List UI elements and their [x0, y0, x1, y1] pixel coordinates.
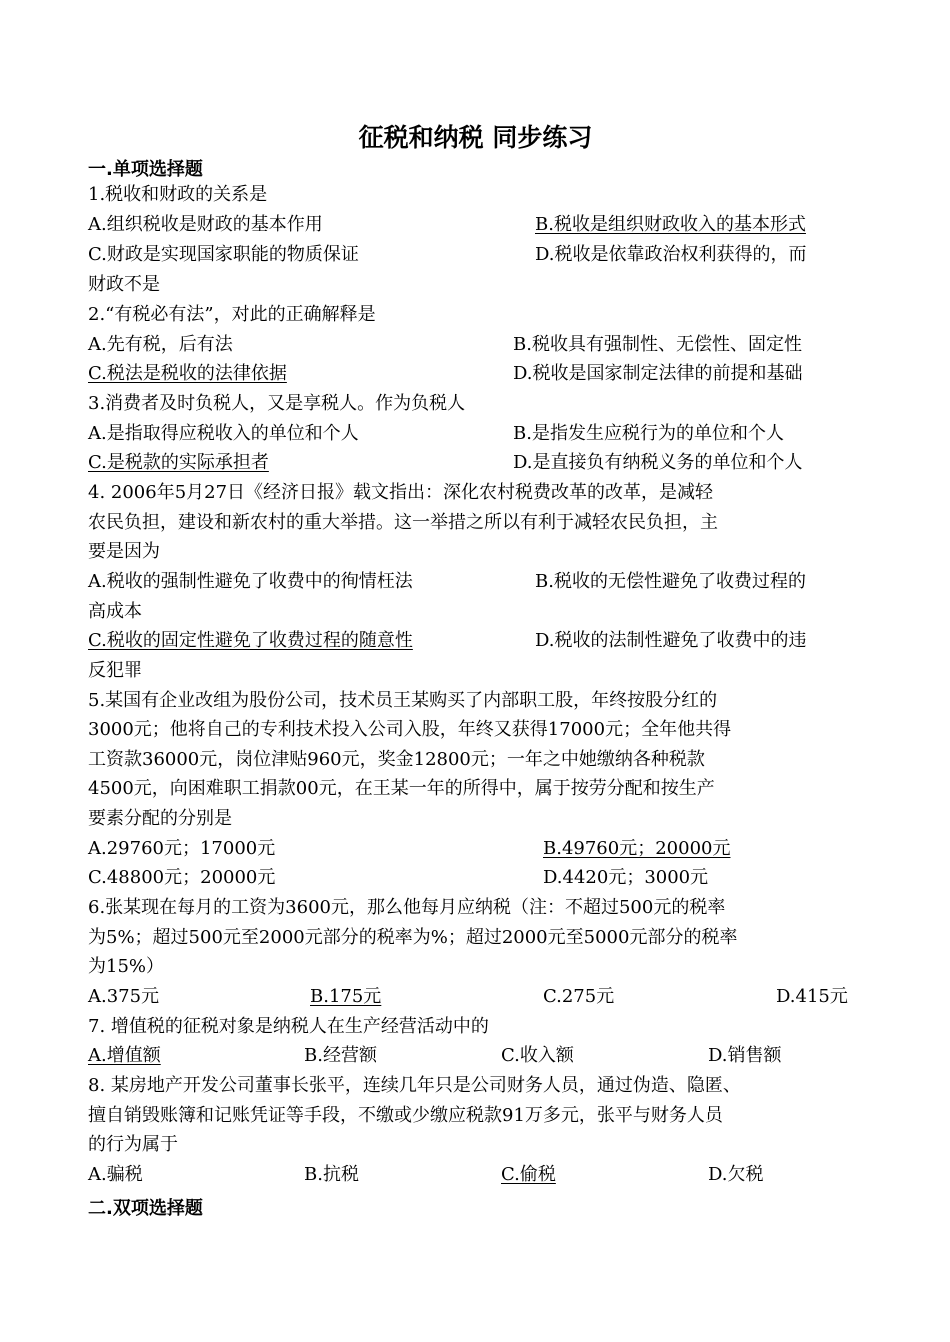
- q5-stem-line-3: 工资款36000元，岗位津贴960元，奖金12800元；一年之中她缴纳各种税款: [88, 749, 705, 770]
- section-heading-single-choice: 一.单项选择题: [88, 159, 203, 180]
- q1-option-d-continued: 财政不是: [88, 274, 160, 295]
- q1-stem: 1.税收和财政的关系是: [88, 184, 268, 205]
- q6-option-c: C.275元: [543, 986, 615, 1007]
- q4-stem-line-3: 要是因为: [88, 541, 160, 562]
- q4-option-b-continued: 高成本: [88, 601, 142, 622]
- q2-option-d: D.税收是国家制定法律的前提和基础: [513, 363, 803, 384]
- q4-option-b: B.税收的无偿性避免了收费过程的: [535, 571, 806, 592]
- q3-option-b: B.是指发生应税行为的单位和个人: [513, 423, 784, 444]
- q8-option-d: D.欠税: [708, 1164, 764, 1185]
- q6-stem-line-2: 为5%；超过500元至2000元部分的税率为%；超过2000元至5000元部分的税率: [88, 927, 738, 948]
- q8-option-c-answer: C.偷税: [501, 1164, 556, 1185]
- q8-option-a: A.骗税: [88, 1164, 143, 1185]
- section-heading-double-choice: 二.双项选择题: [88, 1198, 203, 1219]
- q2-stem: 2.“有税必有法”，对此的正确解释是: [88, 304, 376, 325]
- q6-option-b-answer: B.175元: [310, 986, 382, 1007]
- q7-option-d: D.销售额: [708, 1045, 782, 1066]
- q5-stem-line-5: 要素分配的分别是: [88, 808, 232, 829]
- q7-option-b: B.经营额: [304, 1045, 377, 1066]
- q5-stem-line-2: 3000元；他将自己的专利技术投入公司入股，年终又获得17000元；全年他共得: [88, 719, 732, 740]
- q7-option-a-answer: A.增值额: [88, 1045, 161, 1066]
- q4-option-a: A.税收的强制性避免了收费中的徇情枉法: [88, 571, 413, 592]
- q3-stem: 3.消费者及时负税人，又是享税人。作为负税人: [88, 393, 466, 414]
- q8-option-b: B.抗税: [304, 1164, 359, 1185]
- q8-stem-line-2: 擅自销毁账簿和记账凭证等手段，不缴或少缴应税款91万多元，张平与财务人员: [88, 1105, 723, 1126]
- q1-option-b-answer: B.税收是组织财政收入的基本形式: [535, 214, 806, 235]
- q3-option-d: D.是直接负有纳税义务的单位和个人: [513, 452, 803, 473]
- page-title: 征税和纳税 同步练习: [358, 123, 593, 152]
- q3-option-a: A.是指取得应税收入的单位和个人: [88, 423, 359, 444]
- q3-option-c-answer: C.是税款的实际承担者: [88, 452, 269, 473]
- q5-option-b-answer: B.49760元；20000元: [543, 838, 731, 859]
- q7-stem: 7. 增值税的征税对象是纳税人在生产经营活动中的: [88, 1016, 489, 1037]
- q4-option-d-continued: 反犯罪: [88, 660, 142, 681]
- q1-option-a: A.组织税收是财政的基本作用: [88, 214, 323, 235]
- q5-stem-line-1: 5.某国有企业改组为股份公司，技术员王某购买了内部职工股，年终按股分红的: [88, 690, 718, 711]
- q6-option-d: D.415元: [776, 986, 848, 1007]
- q8-stem-line-3: 的行为属于: [88, 1134, 178, 1155]
- q4-stem-line-1: 4. 2006年5月27日《经济日报》载文指出：深化农村税费改革的改革，是减轻: [88, 482, 714, 503]
- q6-stem-line-3: 为15%）: [88, 956, 165, 977]
- q4-option-d: D.税收的法制性避免了收费中的违: [535, 630, 807, 651]
- q1-option-d: D.税收是依靠政治权利获得的，而: [535, 244, 807, 265]
- q2-option-a: A.先有税，后有法: [88, 334, 233, 355]
- q4-option-c-answer: C.税收的固定性避免了收费过程的随意性: [88, 630, 413, 651]
- q7-option-c: C.收入额: [501, 1045, 574, 1066]
- q1-option-c: C.财政是实现国家职能的物质保证: [88, 244, 359, 265]
- q2-option-b: B.税收具有强制性、无偿性、固定性: [513, 334, 802, 355]
- q5-option-c: C.48800元；20000元: [88, 867, 276, 888]
- q6-option-a: A.375元: [88, 986, 160, 1007]
- q5-option-a: A.29760元；17000元: [88, 838, 276, 859]
- q8-stem-line-1: 8. 某房地产开发公司董事长张平，连续几年只是公司财务人员，通过伪造、隐匿、: [88, 1075, 741, 1096]
- q4-stem-line-2: 农民负担，建设和新农村的重大举措。这一举措之所以有利于减轻农民负担，主: [88, 512, 718, 533]
- q6-stem-line-1: 6.张某现在每月的工资为3600元，那么他每月应纳税（注：不超过500元的税率: [88, 897, 726, 918]
- q2-option-c-answer: C.税法是税收的法律依据: [88, 363, 287, 384]
- q5-option-d: D.4420元；3000元: [543, 867, 709, 888]
- q5-stem-line-4: 4500元，向困难职工捐款00元，在王某一年的所得中，属于按劳分配和按生产: [88, 778, 715, 799]
